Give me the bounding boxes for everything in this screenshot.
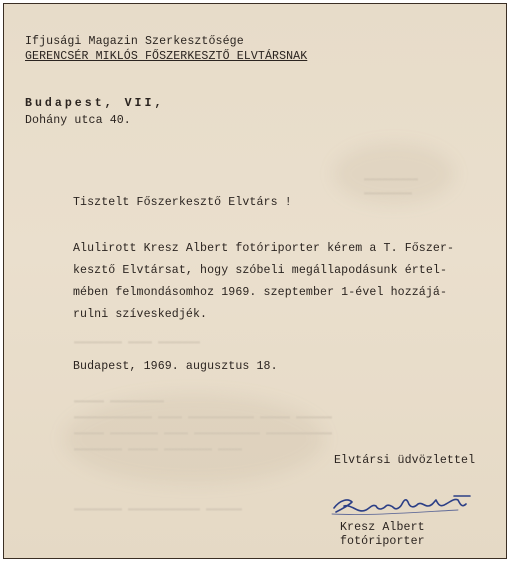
recipient-organization: Ifjusági Magazin Szerkesztősége bbox=[25, 35, 244, 48]
show-through-text: ▬▬▬▬▬▬▬▬ ▬▬▬▬▬ ▬▬▬▬▬▬▬▬ ▬▬▬▬ bbox=[74, 444, 243, 455]
show-through-text: ▬▬▬▬▬ ▬▬▬▬▬▬▬▬▬ bbox=[74, 396, 165, 407]
signer-title: fotóriporter bbox=[340, 535, 425, 548]
show-through-text: ▬▬▬▬▬▬▬▬ bbox=[364, 188, 413, 199]
letter-page bbox=[3, 3, 507, 559]
recipient-name: GERENCSÉR MIKLÓS FŐSZERKESZTŐ ELVTÁRSNAK bbox=[25, 50, 308, 63]
closing: Elvtársi üdvözlettel bbox=[334, 454, 476, 467]
recipient-city: Budapest, VII, bbox=[25, 97, 165, 110]
body-line: rulni szíveskedjék. bbox=[73, 308, 208, 321]
body-line: Alulirott Kresz Albert fotóriporter kérem a T. Főszer- bbox=[73, 242, 455, 255]
recipient-street: Dohány utca 40. bbox=[25, 114, 131, 127]
show-through-text: ▬▬▬▬▬ ▬▬▬▬▬▬▬▬ ▬▬▬▬ ▬▬▬▬▬▬▬▬▬▬▬ ▬▬▬▬▬▬▬▬▬▬▬ bbox=[74, 428, 333, 439]
date-line: Budapest, 1969. augusztus 18. bbox=[73, 360, 278, 373]
salutation: Tisztelt Főszerkesztő Elvtárs ! bbox=[73, 196, 292, 209]
show-through-text: ▬▬▬▬▬▬▬▬▬▬▬▬▬ ▬▬▬▬ ▬▬▬▬▬▬▬▬▬▬▬ ▬▬▬▬▬ ▬▬▬▬▬▬ bbox=[74, 412, 333, 423]
handwritten-signature bbox=[330, 492, 480, 522]
show-through-text: ▬▬▬▬▬▬▬▬ ▬▬▬▬ ▬▬▬▬▬▬▬ bbox=[74, 337, 201, 348]
signer-name: Kresz Albert bbox=[340, 521, 425, 534]
show-through-text: ▬▬▬▬▬▬▬▬ ▬▬▬▬▬▬▬▬▬▬▬▬ ▬▬▬▬▬▬ bbox=[74, 504, 243, 515]
body-line: kesztő Elvtársat, hogy szóbeli megállapodásunk értel- bbox=[73, 264, 448, 277]
show-through-text: ▬▬▬▬▬▬▬▬▬ bbox=[364, 174, 419, 185]
body-line: mében felmondásomhoz 1969. szeptember 1-ével hozzájá- bbox=[73, 286, 448, 299]
